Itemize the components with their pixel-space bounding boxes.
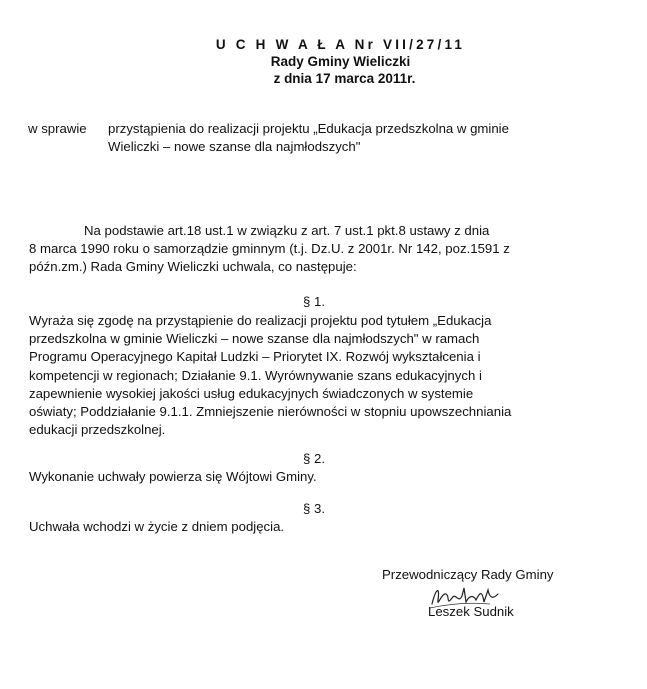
resolution-date: z dnia 17 marca 2011r. <box>273 71 416 86</box>
signatory-name: Leszek Sudnik <box>428 604 514 619</box>
section-1-line: oświaty; Poddziałanie 9.1.1. Zmniejszenie nierówności w stopniu upowszechniania <box>29 404 512 420</box>
resolution-title: U C H W A Ł A Nr VII/27/11 <box>215 37 466 52</box>
section-2-line: Wykonanie uchwały powierza się Wójtowi Gminy. <box>29 469 317 484</box>
section-2-text <box>29 468 619 486</box>
section-1-line: edukacji przedszkolnej. <box>29 422 166 438</box>
resolution-header <box>0 36 647 87</box>
intro-line-1: Na podstawie art.18 ust.1 w związku z art. 7 ust.1 pkt.8 ustawy z dnia <box>84 223 490 238</box>
section-1-line: Programu Operacyjnego Kapitał Ludzki – Priorytet IX. Rozwój wykształcenia i <box>29 349 481 365</box>
section-1-line: kompetencji w regionach; Działanie 9.1. Wyrównywanie szans edukacyjnych i <box>29 367 482 383</box>
signatory-role: Przewodniczący Rady Gminy <box>382 567 554 582</box>
resolution-subject <box>28 120 588 156</box>
section-2-mark: § 2. <box>303 451 325 466</box>
section-3-line: Uchwała wchodzi w życie z dniem podjęcia. <box>29 519 285 534</box>
section-1-mark: § 1. <box>303 294 325 309</box>
section-1-line: przedszkolna w gminie Wieliczki – nowe szanse dla najmłodszych" w ramach <box>29 331 480 347</box>
section-1-text <box>29 312 619 439</box>
subject-line-1 <box>28 120 588 138</box>
subject-text-1: przystąpienia do realizacji projektu „Edukacja przedszkolna w gminie <box>108 121 509 136</box>
intro-line-2: 8 marca 1990 roku o samorządzie gminnym (t.j. Dz.U. z 2001r. Nr 142, poz.1591 z <box>29 241 510 256</box>
intro-line-3: późn.zm.) Rada Gminy Wieliczki uchwala, co następuje: <box>29 259 357 274</box>
issuing-body: Rady Gminy Wieliczki <box>270 54 411 69</box>
section-1-line: zapewnienie wysokiej jakości usług edukacyjnych świadczonych w systemie <box>29 385 474 401</box>
section-1-line: Wyraża się zgodę na przystąpienie do realizacji projektu pod tytułem „Edukacja <box>29 313 492 328</box>
section-3-mark: § 3. <box>303 501 325 516</box>
subject-lead: w sprawie <box>28 121 87 136</box>
intro-continuation <box>29 240 619 276</box>
subject-text-2: Wieliczki – nowe szanse dla najmłodszych" <box>108 139 361 154</box>
section-3-text <box>29 518 619 536</box>
